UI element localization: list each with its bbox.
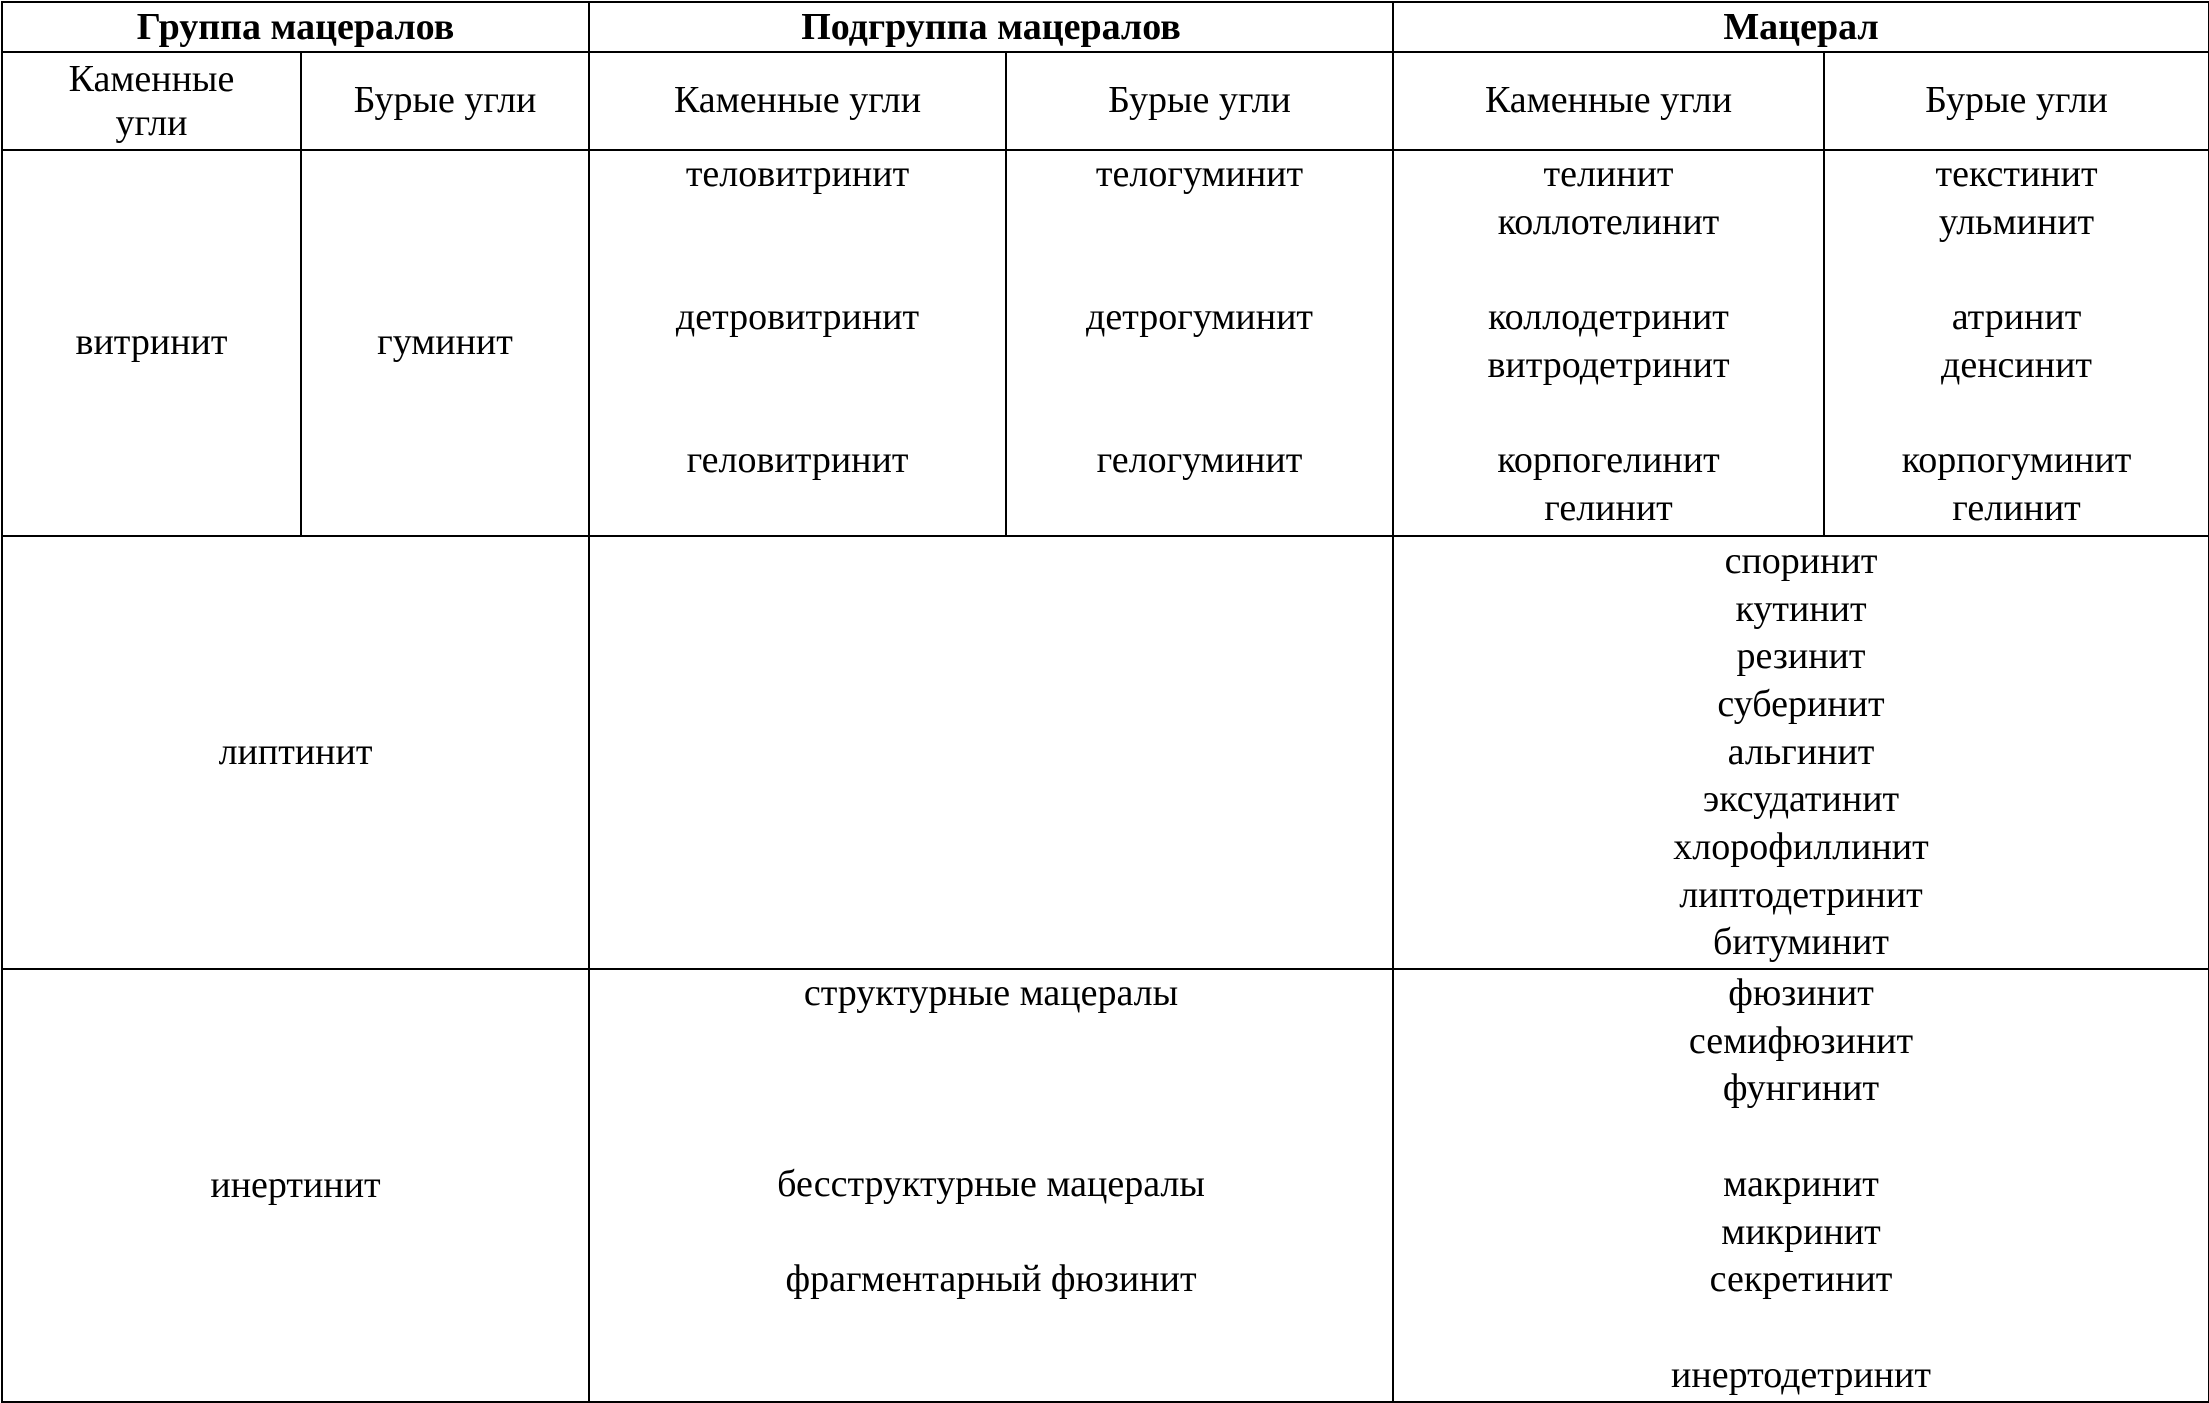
vitrinite-subgroups-hard-list [590, 151, 1005, 485]
list-item: детровитринит [675, 296, 920, 339]
inertinite-row [2, 969, 2209, 1402]
blank-line [1394, 246, 1823, 294]
list-item: микринит [1721, 1210, 1881, 1253]
blank-line [590, 246, 1005, 294]
vitrinite-subgroups-hard [589, 150, 1006, 536]
list-item: эксудатинит [1702, 778, 1900, 821]
liptinite-row [2, 536, 2209, 969]
list-item: гелогуминит [1096, 439, 1303, 482]
header-group: Группа мацералов [2, 2, 589, 52]
liptinite-macerals-list [1394, 538, 2208, 967]
list-item: липтодетринит [1679, 873, 1923, 916]
list-item: теловитринит [685, 153, 910, 195]
blank-line [590, 1113, 1392, 1161]
liptinite-subgroup [589, 536, 1393, 969]
group-hard-coal-label: Каменные угли [2, 52, 301, 150]
vitrinite-macerals-hard-list [1394, 151, 1823, 533]
subgroup-brown-coal-label: Бурые угли [1006, 52, 1393, 150]
blank-line [1007, 342, 1392, 390]
vitrinite-macerals-brown [1824, 150, 2209, 536]
blank-line [590, 389, 1005, 437]
blank-line [590, 342, 1005, 390]
blank-line [1394, 1113, 2208, 1161]
list-item: денсинит [1941, 343, 2093, 386]
vitrinite-macerals-brown-list [1825, 151, 2208, 533]
list-item: детрогуминит [1086, 296, 1314, 339]
inertinite-subgroups-list [590, 970, 1392, 1304]
blank-line [590, 1065, 1392, 1113]
list-item: коллодетринит [1488, 296, 1729, 339]
blank-line [1007, 199, 1392, 247]
list-item: споринит [1724, 539, 1878, 582]
list-item: коллотелинит [1497, 200, 1720, 243]
list-item: макринит [1723, 1162, 1879, 1205]
list-item: корпогуминит [1901, 439, 2132, 482]
header-maceral: Мацерал [1393, 2, 2209, 52]
vitrinite-subgroups-brown [1006, 150, 1393, 536]
list-item: ульминит [1938, 200, 2095, 243]
blank-line [590, 1208, 1392, 1256]
subgroup-hard-coal-label: Каменные угли [589, 52, 1006, 150]
blank-line [1825, 390, 2208, 438]
list-item: корпогелинит [1497, 439, 1720, 482]
liptinite-group: липтинит [2, 536, 589, 969]
header-row [2, 2, 2209, 52]
list-item: семифюзинит [1688, 1019, 1914, 1062]
list-item: фюзинит [1728, 972, 1874, 1014]
blank-line [1394, 1304, 2208, 1352]
list-item: телогуминит [1095, 153, 1304, 195]
list-item: текстинит [1935, 153, 2098, 195]
list-item: резинит [1736, 635, 1866, 678]
blank-line [1394, 390, 1823, 438]
blank-line [590, 1018, 1392, 1066]
list-item: альгинит [1727, 730, 1875, 773]
list-item: битуминит [1713, 921, 1889, 964]
list-item: геловитринит [686, 439, 909, 482]
list-item: секретинит [1709, 1258, 1893, 1301]
coal-type-row [2, 52, 2209, 150]
vitrinite-group-hard: витринит [2, 150, 301, 536]
list-item: витродетринит [1487, 343, 1730, 386]
vitrinite-group-brown: гуминит [301, 150, 589, 536]
list-item: фунгинит [1722, 1067, 1880, 1110]
vitrinite-row [2, 150, 2209, 536]
maceral-classification-table [1, 1, 2209, 1403]
blank-line [1825, 246, 2208, 294]
maceral-hard-coal-label: Каменные угли [1393, 52, 1824, 150]
inertinite-subgroups [589, 969, 1393, 1402]
group-brown-coal-label: Бурые угли [301, 52, 589, 150]
inertinite-macerals-list [1394, 970, 2208, 1399]
blank-line [1007, 246, 1392, 294]
maceral-brown-coal-label: Бурые угли [1824, 52, 2209, 150]
list-item: бесструктурные мацералы [777, 1162, 1205, 1205]
header-subgroup: Подгруппа мацералов [589, 2, 1393, 52]
list-item: гелинит [1544, 486, 1673, 529]
list-item: инертодетринит [1671, 1353, 1931, 1396]
list-item: хлорофиллинит [1673, 826, 1929, 869]
list-item: гелинит [1952, 486, 2081, 529]
inertinite-macerals [1393, 969, 2209, 1402]
list-item: атринит [1951, 296, 2082, 339]
list-item: фрагментарный фюзинит [785, 1258, 1197, 1301]
vitrinite-macerals-hard [1393, 150, 1824, 536]
list-item: суберинит [1717, 682, 1885, 725]
list-item: структурные мацералы [803, 972, 1179, 1014]
vitrinite-subgroups-brown-list [1007, 151, 1392, 485]
inertinite-group: инертинит [2, 969, 589, 1402]
list-item: кутинит [1735, 587, 1867, 630]
blank-line [590, 199, 1005, 247]
liptinite-macerals [1393, 536, 2209, 969]
blank-line [1007, 389, 1392, 437]
list-item: телинит [1543, 153, 1674, 195]
